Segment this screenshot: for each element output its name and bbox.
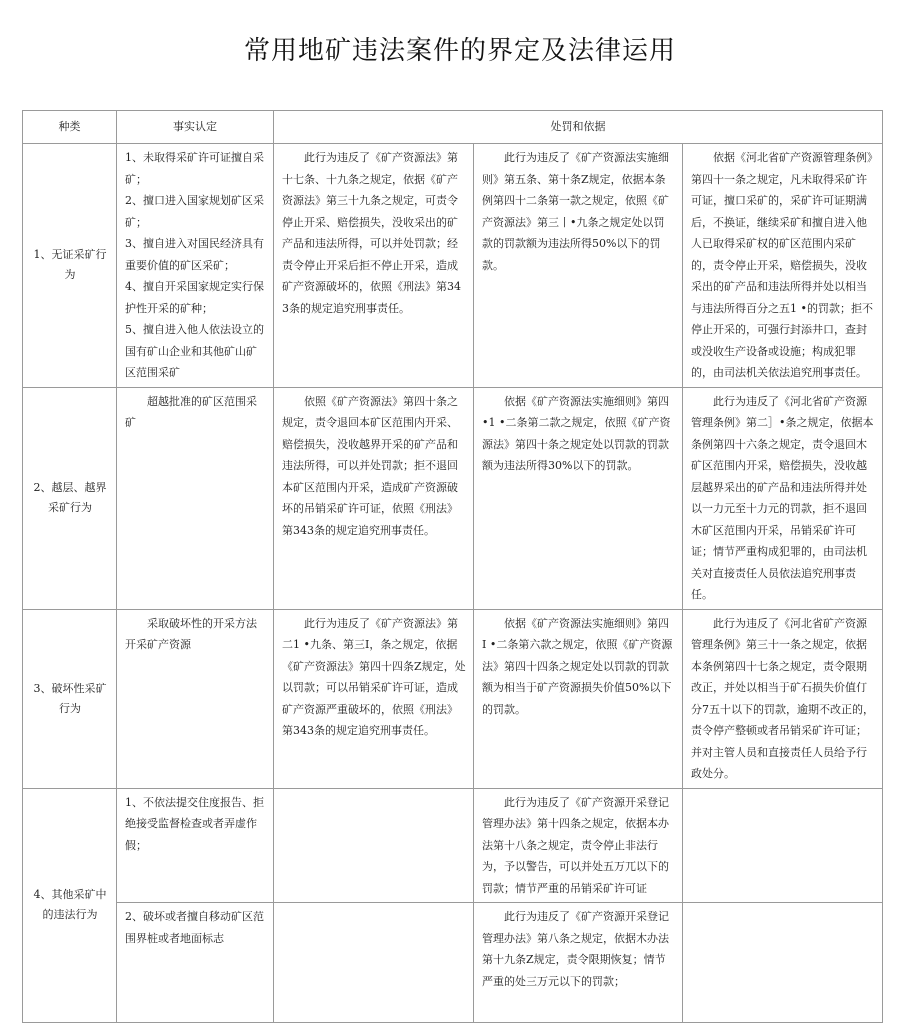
penalty-mineral-law	[274, 903, 474, 1023]
header-facts: 事实认定	[117, 111, 274, 144]
row-type: 1、无证采矿行为	[23, 144, 117, 388]
penalty-mineral-law: 此行为违反了《矿产资源法》第二1 •九条、第三I，条之规定，依据《矿产资源法》第四十四条Z规定，处以罚款；可以吊销采矿许可证，造成矿产资源严重破坏的，依照《刑法》第343条的规定追究刑事责任。	[274, 609, 474, 788]
table-row	[23, 387, 883, 609]
fact-item: 1、未取得采矿许可证擅自采矿；	[125, 151, 264, 186]
row-facts	[117, 609, 274, 788]
page-title: 常用地矿违法案件的界定及法律运用	[243, 36, 676, 66]
penalty-implementation-rules: 此行为违反了《矿产资源法实施细则》第五条、第十条Z规定，依据本条例第四十二条第一款之规定，依照《矿产资源法》第三丨•九条之规定处以罚款的罚款额为违法所得50%以下的罚款。	[474, 144, 683, 388]
table-row	[23, 788, 883, 903]
penalty-hebei-regulations	[683, 788, 883, 903]
penalty-hebei-regulations: 依据《河北省矿产资源管理条例》第四十一条之规定，凡未取得采矿许可证，擅口采矿的，采矿许可证期满后，不换证，继续采矿和擅自进入他人已取得采矿权的矿区范围内采矿的，责令停止开采，赔偿损失，没收采出的矿产品和违法所得并处以相当与违法所得百分之五1 •的罚款；拒不停止开采的，可强行封添井口，查封或没收生产设备或设施；构成犯罪的，由司法机关依法追究刑事责任。	[683, 144, 883, 388]
law-table	[22, 110, 883, 1023]
penalty-implementation-rules: 依据《矿产资源法实施细则》第四 I •二条第六款之规定，依照《矿产资源法》第四十四条之规定处以罚款的罚款额为相当于矿产资源损失价值50%以下的罚款。	[474, 609, 683, 788]
penalty-hebei-regulations: 此行为违反了《河北省矿产资源管理条例》第二］•条之规定，依据本条例第四十六条之规定，责令退回木矿区范围内开采，赔偿损失，没收越层越界采出的矿产品和违法所得并处以一力元至十力元的罚款，拒不退回木矿区范围内开采，吊销采矿许可证；情节严重构成犯罪的，由司法机关对直接责任人员依法追究刑事责任。	[683, 387, 883, 609]
penalty-mineral-law: 依照《矿产资源法》第四十条之规定，责令退回本矿区范围内开采、赔偿损失，没收越界开采的矿产品和违法所得，可以并处罚款；拒不退回本矿区范围内开采，造成矿产资源破坏的吊销采矿许可证，依照《刑法》第343条的规定追究刑事责任。	[274, 387, 474, 609]
penalty-mineral-law: 此行为违反了《矿产资源法》第十七条、十九条之规定，依据《矿产资源法》第三十九条之规定，可责令停止开采、赔偿损失，没收采出的矿产品和违法所得，可以并处罚款；经责令停止开采后拒不停止开采，造成矿产资源破坏的，依照《刑法》第343条的规定追究刑事责任。	[274, 144, 474, 388]
fact-item: 采取破坏性的开采方法开采矿产资源	[125, 616, 257, 651]
penalty-hebei-regulations	[683, 903, 883, 1023]
table-viewport	[0, 110, 920, 988]
penalty-hebei-regulations: 此行为违反了《河北省矿产资源管理条例》第三十一条之规定，依据本条例第四十七条之规定，责令限期改正，并处以相当于矿石损失价值仃分7五十以下的罚款，逾期不改正的，责令停产整顿或者吊销采矿许可证；并对主管人员和直接责任人员给予行政处分。	[683, 609, 883, 788]
table-row	[23, 903, 883, 1023]
fact-item: 3、擅自进入对国民经济具有重要价值的矿区采矿；	[125, 237, 264, 272]
fact-item: 超越批准的矿区范围采矿	[125, 394, 257, 429]
penalty-mineral-law	[274, 788, 474, 903]
table-row	[23, 144, 883, 388]
fact-item: 4、擅自开采国家规定实行保护性开采的矿种；	[125, 280, 264, 315]
row-facts: 2、破坏或者擅自移动矿区范围界桩或者地面标志	[117, 903, 274, 1023]
penalty-registration-measures: 此行为违反了《矿产资源开采登记管理办法》第八条之规定，依据木办法第十九条Z规定，责令限期恢复；情节严重的处三万元以下的罚款；	[474, 903, 683, 1023]
fact-item: 2、擅口进入国家规划矿区采矿；	[125, 194, 264, 229]
penalty-registration-measures: 此行为违反了《矿产资源开采登记管理办法》第十四条之规定，依据本办法第十八条之规定，责令停止非法行为，予以警告，可以并处五万兀以下的罚款；情节严重的吊销采矿许可证	[474, 788, 683, 903]
row-facts	[117, 144, 274, 388]
row-facts: 1、不依法提交住度报告、拒绝接受监督检查或者弄虚作假；	[117, 788, 274, 903]
header-penalty: 处罚和依据	[274, 111, 883, 144]
fact-item: 5、擅自进入他人依法设立的国有矿山企业和其他矿山矿区范围采矿	[125, 323, 264, 379]
header-type: 种类	[23, 111, 117, 144]
row-type: 3、破坏性采矿行为	[23, 609, 117, 788]
row-facts	[117, 387, 274, 609]
row-type: 4、其他采矿中的违法行为	[23, 788, 117, 1023]
penalty-implementation-rules: 依据《矿产资源法实施细则》第四•1 •二条第二款之规定，依照《矿产资源法》第四十条之规定处以罚款的罚款额为违法所得30%以下的罚款。	[474, 387, 683, 609]
table-header-row	[23, 111, 883, 144]
table-row	[23, 609, 883, 788]
row-type: 2、越层、越界采矿行为	[23, 387, 117, 609]
